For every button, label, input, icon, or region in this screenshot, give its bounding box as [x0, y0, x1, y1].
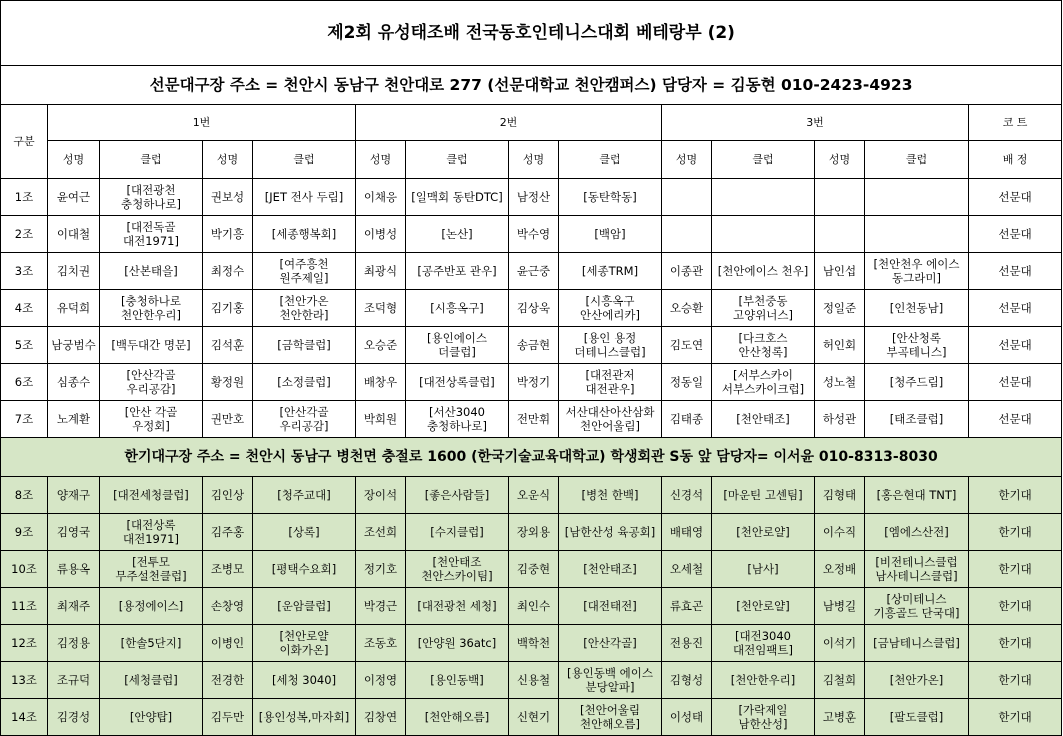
player-club: [세종TRM] [559, 253, 662, 290]
player-club: [운암클럽] [253, 588, 356, 625]
court-assignment: 선문대 [969, 216, 1062, 253]
player-club: [용인에이스 더클럽] [406, 327, 509, 364]
player-club: [천안태조 천안스카이팀] [406, 551, 509, 588]
player-club: [산본태을] [100, 253, 203, 290]
player-club: [대전태전] [559, 588, 662, 625]
player-club: [시흥옥구] [406, 290, 509, 327]
player-club: [인천동남] [865, 290, 969, 327]
player-club: [남한산성 육공회] [559, 514, 662, 551]
player-name: 이대철 [48, 216, 100, 253]
player-name: 김중현 [509, 551, 559, 588]
player-club: [천안천우 에이스 동그라미] [865, 253, 969, 290]
player-club: [세종행복회] [253, 216, 356, 253]
player-name: 전경한 [203, 662, 253, 699]
player-club: [좋은사람들] [406, 477, 509, 514]
player-club: [동탄학동] [559, 179, 662, 216]
player-name: 김치권 [48, 253, 100, 290]
player-name: 박수영 [509, 216, 559, 253]
match3-header: 3번 [662, 105, 969, 141]
player-name: 정동일 [662, 364, 712, 401]
player-club: [팔도클럽] [865, 699, 969, 736]
player-name: 배태영 [662, 514, 712, 551]
player-name: 권보성 [203, 179, 253, 216]
player-club: [전투모 무주설천클럽] [100, 551, 203, 588]
col-club-header: 클럽 [100, 141, 203, 179]
group-label: 14조 [1, 699, 48, 736]
player-name: 김두만 [203, 699, 253, 736]
group-label: 9조 [1, 514, 48, 551]
col-name-header: 성명 [48, 141, 100, 179]
col-name-header: 성명 [662, 141, 712, 179]
player-name: 김석훈 [203, 327, 253, 364]
court-assignment: 한기대 [969, 662, 1062, 699]
player-club: [상록] [253, 514, 356, 551]
court-assignment: 선문대 [969, 401, 1062, 438]
court-assignment: 선문대 [969, 327, 1062, 364]
group-label: 13조 [1, 662, 48, 699]
player-club: [서부스카이 서부스카이크럽] [712, 364, 815, 401]
player-club: [용인동백 에이스 분당알파] [559, 662, 662, 699]
player-club: [안양원 36atc] [406, 625, 509, 662]
court-assignment: 한기대 [969, 699, 1062, 736]
player-club [865, 179, 969, 216]
table-row [1, 625, 1062, 662]
player-club: [다크호스 안산청록] [712, 327, 815, 364]
player-name: 박희원 [356, 401, 406, 438]
player-name [815, 216, 865, 253]
court-assignment: 선문대 [969, 179, 1062, 216]
player-name: 이석기 [815, 625, 865, 662]
group-label: 8조 [1, 477, 48, 514]
player-club: [대전3040 대전임팩트] [712, 625, 815, 662]
player-club: [세청 3040] [253, 662, 356, 699]
player-name: 박정기 [509, 364, 559, 401]
player-club: [한솔5단지] [100, 625, 203, 662]
player-club: [천안어울림 천안해오름] [559, 699, 662, 736]
player-name: 김철희 [815, 662, 865, 699]
col-name-header: 성명 [815, 141, 865, 179]
player-club: [서산3040 충청하나로] [406, 401, 509, 438]
court-assignment: 한기대 [969, 625, 1062, 662]
player-club: [안산 각골 우정회] [100, 401, 203, 438]
player-name: 정기호 [356, 551, 406, 588]
player-club: [여주흥천 원주제일] [253, 253, 356, 290]
player-club: [안산청록 부곡테니스] [865, 327, 969, 364]
table-row [1, 327, 1062, 364]
player-club: [일맥회 동탄DTC] [406, 179, 509, 216]
group-label: 2조 [1, 216, 48, 253]
table-row [1, 179, 1062, 216]
player-name: 백학천 [509, 625, 559, 662]
court-assignment: 한기대 [969, 551, 1062, 588]
group-label: 12조 [1, 625, 48, 662]
player-club: [태조클럽] [865, 401, 969, 438]
col-club-header: 클럽 [559, 141, 662, 179]
player-name: 고병훈 [815, 699, 865, 736]
player-name: 오세철 [662, 551, 712, 588]
group-label: 4조 [1, 290, 48, 327]
player-name: 이성태 [662, 699, 712, 736]
table-row [1, 514, 1062, 551]
player-club: [대전세청클럽] [100, 477, 203, 514]
player-club: [대전관저 대전관우] [559, 364, 662, 401]
player-name: 김주홍 [203, 514, 253, 551]
player-name: 김도연 [662, 327, 712, 364]
group-label: 11조 [1, 588, 48, 625]
player-name: 이수직 [815, 514, 865, 551]
player-name: 남인섭 [815, 253, 865, 290]
player-name: 신경석 [662, 477, 712, 514]
player-name: 최인수 [509, 588, 559, 625]
player-name: 윤여근 [48, 179, 100, 216]
player-name: 이병인 [203, 625, 253, 662]
table-row [1, 401, 1062, 438]
player-name: 권만호 [203, 401, 253, 438]
player-name: 이채응 [356, 179, 406, 216]
player-club: [평택수요회] [253, 551, 356, 588]
player-name: 조병모 [203, 551, 253, 588]
player-club: [공주반포 관우] [406, 253, 509, 290]
player-name: 전용진 [662, 625, 712, 662]
player-name: 김경성 [48, 699, 100, 736]
player-name: 황정원 [203, 364, 253, 401]
table-row [1, 477, 1062, 514]
player-club: [천안태조] [559, 551, 662, 588]
player-club: [대전상록클럽] [406, 364, 509, 401]
group-label: 6조 [1, 364, 48, 401]
table-row [1, 364, 1062, 401]
player-name: 전만휘 [509, 401, 559, 438]
player-club: [JET 전사 두림] [253, 179, 356, 216]
player-club: [병천 한백] [559, 477, 662, 514]
player-club [865, 216, 969, 253]
player-club: [충청하나로 천안한우리] [100, 290, 203, 327]
player-club: [금남테니스클럽] [865, 625, 969, 662]
player-club: [백암] [559, 216, 662, 253]
player-club: [청주드림] [865, 364, 969, 401]
player-club: [마운틴 고센팀] [712, 477, 815, 514]
player-name: 김형태 [815, 477, 865, 514]
court-assignment: 한기대 [969, 514, 1062, 551]
player-club: [대전독골 대전1971] [100, 216, 203, 253]
table-row [1, 699, 1062, 736]
player-name: 최광식 [356, 253, 406, 290]
player-name: 박경근 [356, 588, 406, 625]
group-label: 10조 [1, 551, 48, 588]
player-club: [천안에이스 천우] [712, 253, 815, 290]
player-name: 이정영 [356, 662, 406, 699]
player-name: 남궁범수 [48, 327, 100, 364]
player-name: 남정산 [509, 179, 559, 216]
player-club: [상미테니스 기흥골드 단국대] [865, 588, 969, 625]
player-club: [백두대간 명문] [100, 327, 203, 364]
player-name: 류용옥 [48, 551, 100, 588]
player-name: 김형성 [662, 662, 712, 699]
col-name-header: 성명 [509, 141, 559, 179]
player-club: [세청클럽] [100, 662, 203, 699]
table-row [1, 551, 1062, 588]
player-club: [천안가온 천안한라] [253, 290, 356, 327]
col-club-header: 클럽 [253, 141, 356, 179]
player-club: [가락제일 남한산성] [712, 699, 815, 736]
match2-header: 2번 [356, 105, 662, 141]
player-club: 서산대산아산삼화 천안어울림] [559, 401, 662, 438]
player-name: 남병길 [815, 588, 865, 625]
player-club: [용인 용정 더테니스클럽] [559, 327, 662, 364]
col-club-header: 클럽 [712, 141, 815, 179]
player-club: [천안태조] [712, 401, 815, 438]
player-club: [용정에이스] [100, 588, 203, 625]
player-club: [논산] [406, 216, 509, 253]
player-club: [시흥옥구 안산에리카] [559, 290, 662, 327]
player-name: 조동호 [356, 625, 406, 662]
player-club: [비전테니스클럽 남사테니스클럽] [865, 551, 969, 588]
player-name: 김태종 [662, 401, 712, 438]
match1-header: 1번 [48, 105, 356, 141]
player-name: 조규덕 [48, 662, 100, 699]
player-name: 양재구 [48, 477, 100, 514]
table-row [1, 662, 1062, 699]
player-name: 노계환 [48, 401, 100, 438]
player-name: 오승준 [356, 327, 406, 364]
player-club [712, 216, 815, 253]
venue2-info: 한기대구장 주소 = 천안시 동남구 병천면 충절로 1600 (한국기술교육대학교) 학생회관 S동 앞 담당자= 이서윤 010-8313-8030 [1, 438, 1062, 477]
player-name: 하성관 [815, 401, 865, 438]
player-club: [안양탑] [100, 699, 203, 736]
player-name: 김영국 [48, 514, 100, 551]
player-club: [천안로얄] [712, 514, 815, 551]
player-name: 장외용 [509, 514, 559, 551]
player-name: 윤근중 [509, 253, 559, 290]
col-name-header: 성명 [203, 141, 253, 179]
group-label: 5조 [1, 327, 48, 364]
table-row [1, 216, 1062, 253]
player-name: 배창우 [356, 364, 406, 401]
player-name: 류효곤 [662, 588, 712, 625]
player-name: 신용철 [509, 662, 559, 699]
player-name: 최재주 [48, 588, 100, 625]
player-club: [안산각골 우리공감] [253, 401, 356, 438]
player-name: 김정용 [48, 625, 100, 662]
col-club-header: 클럽 [406, 141, 509, 179]
player-club: [대전상록 대전1971] [100, 514, 203, 551]
player-club: [부천중동 고양위너스] [712, 290, 815, 327]
player-name [662, 216, 712, 253]
player-club: [용인동백] [406, 662, 509, 699]
court-assignment: 선문대 [969, 253, 1062, 290]
court-assignment: 한기대 [969, 477, 1062, 514]
court-assignment: 선문대 [969, 364, 1062, 401]
player-club: [금학클럽] [253, 327, 356, 364]
col-name-header: 성명 [356, 141, 406, 179]
player-club: [수지클럽] [406, 514, 509, 551]
group-label: 7조 [1, 401, 48, 438]
player-name [662, 179, 712, 216]
player-name: 허인회 [815, 327, 865, 364]
player-club: [청주교대] [253, 477, 356, 514]
player-name: 김인상 [203, 477, 253, 514]
player-club: [천안가온] [865, 662, 969, 699]
player-club: [엠에스산전] [865, 514, 969, 551]
venue1-info: 선문대구장 주소 = 천안시 동남구 천안대로 277 (선문대학교 천안캠퍼스) 담당자 = 김동현 010-2423-4923 [1, 66, 1062, 105]
player-club: [안산각골 우리공감] [100, 364, 203, 401]
player-club: [대전광천 세청] [406, 588, 509, 625]
court-assignment: 한기대 [969, 588, 1062, 625]
player-name: 오운식 [509, 477, 559, 514]
player-club [712, 179, 815, 216]
player-name: 장이석 [356, 477, 406, 514]
player-club: [안산각골] [559, 625, 662, 662]
player-name: 김상욱 [509, 290, 559, 327]
player-name: 조선희 [356, 514, 406, 551]
player-name: 오승환 [662, 290, 712, 327]
group-header: 구분 [1, 105, 48, 179]
player-name: 조덕형 [356, 290, 406, 327]
player-name: 정일준 [815, 290, 865, 327]
player-name: 오정배 [815, 551, 865, 588]
player-name: 심종수 [48, 364, 100, 401]
player-name: 박기흥 [203, 216, 253, 253]
player-name: 김기홍 [203, 290, 253, 327]
player-club: [천안한우리] [712, 662, 815, 699]
player-club: [천안해오름] [406, 699, 509, 736]
player-name: 이종관 [662, 253, 712, 290]
player-club: [남사] [712, 551, 815, 588]
table-row [1, 253, 1062, 290]
player-club: [천안로얄] [712, 588, 815, 625]
page-title: 제2회 유성태조배 전국동호인테니스대회 베테랑부 (2) [1, 1, 1062, 66]
table-row [1, 290, 1062, 327]
player-name: 최정수 [203, 253, 253, 290]
player-name: 송금현 [509, 327, 559, 364]
player-club: [용인성복,마자회] [253, 699, 356, 736]
player-club: [소정클럽] [253, 364, 356, 401]
court-header-bottom: 배 정 [969, 141, 1062, 179]
player-club: [대전광천 충청하나로] [100, 179, 203, 216]
player-club: [천안로얄 이화가온] [253, 625, 356, 662]
player-name: 신현기 [509, 699, 559, 736]
group-label: 1조 [1, 179, 48, 216]
court-assignment: 선문대 [969, 290, 1062, 327]
player-name: 성노철 [815, 364, 865, 401]
group-label: 3조 [1, 253, 48, 290]
player-name: 유덕희 [48, 290, 100, 327]
player-name: 손창영 [203, 588, 253, 625]
col-club-header: 클럽 [865, 141, 969, 179]
player-name: 김창연 [356, 699, 406, 736]
court-header-top: 코 트 [969, 105, 1062, 141]
player-name [815, 179, 865, 216]
table-row [1, 588, 1062, 625]
player-club: [홍은현대 TNT] [865, 477, 969, 514]
player-name: 이병성 [356, 216, 406, 253]
